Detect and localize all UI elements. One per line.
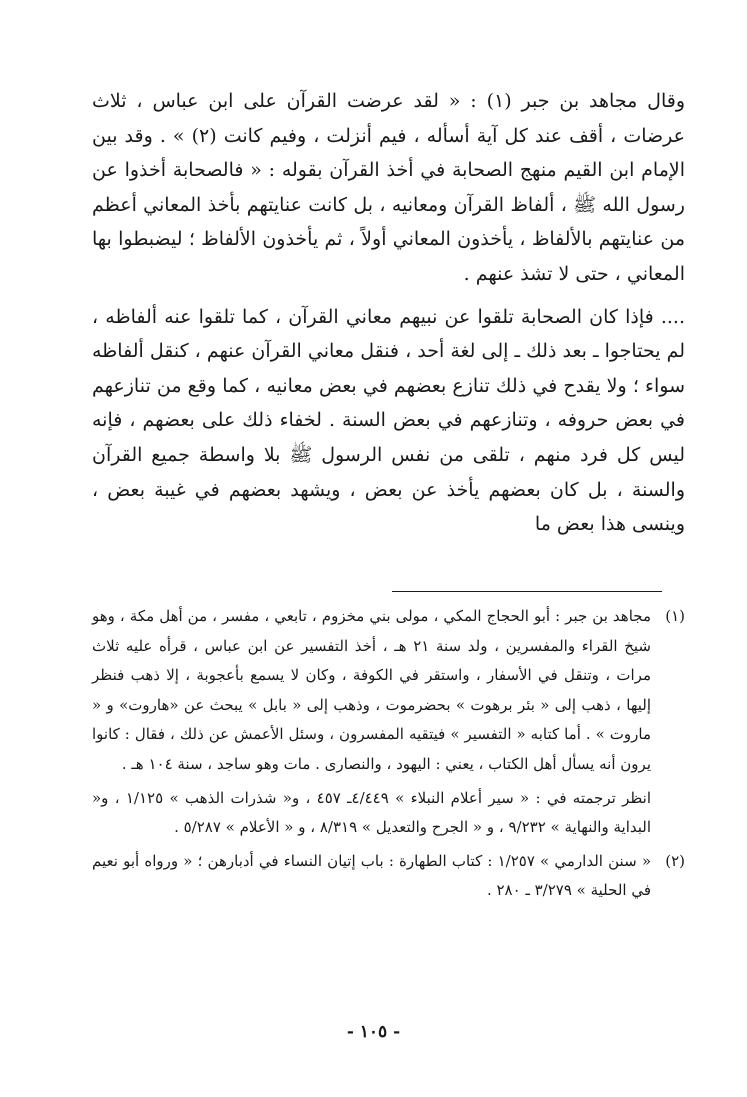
footnote-2: [92, 847, 685, 906]
paragraph-1: وقال مجاهد بن جبر (١) : « لقد عرضت القرآن على ابن عباس ، ثلاث عرضات ، أقف عند كل آية أسأله ، فيم أنزلت ، وفيم كانت (٢) » . وقد بين الإمام ابن القيم منهج الصحابة في أخذ القرآن بقوله : « فالصحابة أخذوا عن رسول الله ﷺ ، ألفاظ القرآن ومعانيه ، بل كانت عنايتهم بأخذ المعاني أعظم من عنايتهم بالألفاظ ، يأخذون المعاني أولاً ، ثم يأخذون الألفاظ ؛ ليضبطوا بها المعاني ، حتى لا تشذ عنهم .: [92, 90, 686, 285]
footnote-body: [92, 847, 651, 906]
footnote-number: (١): [665, 607, 685, 625]
footnotes: [92, 602, 685, 906]
footnote-1: [92, 602, 685, 843]
footnote-body: [92, 602, 651, 843]
footnote-text: مجاهد بن جبر : أبو الحجاج المكي ، مولى بني مخزوم ، تابعي ، مفسر ، من أهل مكة ، وهو شيخ القراء والمفسرين ، ولد سنة ٢١ هـ ، أخذ التفسير عن ابن عباس ، قرأه عليه ثلاث مرات ، وتنقل في الأسفار ، واستقر في الكوفة ، وكان لا يسمع بأعجوبة ، إلا ذهب فنظر إليها ، ذهب إلى « بئر برهوت » بحضرموت ، وذهب إلى « بابل » يبحث عن «هاروت» و « ماروت » . أما كتابه « التفسير » فيتقيه المفسرون ، وسئل الأعمش عن ذلك ، فقال : كانوا يرون أنه يسأل أهل الكتاب ، يعني : اليهود ، والنصارى . مات وهو ساجد ، سنة ١٠٤ هـ .: [92, 607, 651, 773]
main-text: [92, 84, 685, 542]
paragraph-2: .... فإذا كان الصحابة تلقوا عن نبيهم معاني القرآن ، كما تلقوا عنه ألفاظه ، لم يحتاجوا ـ بعد ذلك ـ إلى لغة أحد ، فنقل معاني القرآن عنهم ، كنقل ألفاظه سواء ؛ ولا يقدح في ذلك تنازع بعضهم في بعض معانيه ، كما وقع من تنازعهم في بعض حروفه ، وتنازعهم في بعض السنة . لخفاء ذلك على بعضهم ، فإنه ليس كل فرد منهم ، تلقى من نفس الرسول ﷺ بلا واسطة جميع القرآن والسنة ، بل كان بعضهم يأخذ عن بعض ، ويشهد بعضهم في غيبة بعض ، وينسى هذا بعض ما: [92, 305, 685, 536]
footnote-text: « سنن الدارمي » ١/٢٥٧ : كتاب الطهارة : باب إتيان النساء في أدبارهن ؛ « ورواه أبو نعيم في الحلية » ٣/٢٧٩ ـ ٢٨٠ .: [92, 851, 651, 900]
footnote-sources: انظر ترجمته في : « سير أعلام النبلاء » ٤/٤٤٩ـ ٤٥٧ ، و« شذرات الذهب » ١/١٢٥ ، و« البداية والنهاية » ٩/٢٣٢ ، و « الجرح والتعديل » ٨/٣١٩ ، و « الأعلام » ٥/٢٨٧ .: [92, 788, 651, 837]
page-number: - ١٠٥ -: [346, 1022, 401, 1042]
footnote-separator: [392, 591, 662, 592]
footnote-number: (٢): [665, 851, 685, 870]
